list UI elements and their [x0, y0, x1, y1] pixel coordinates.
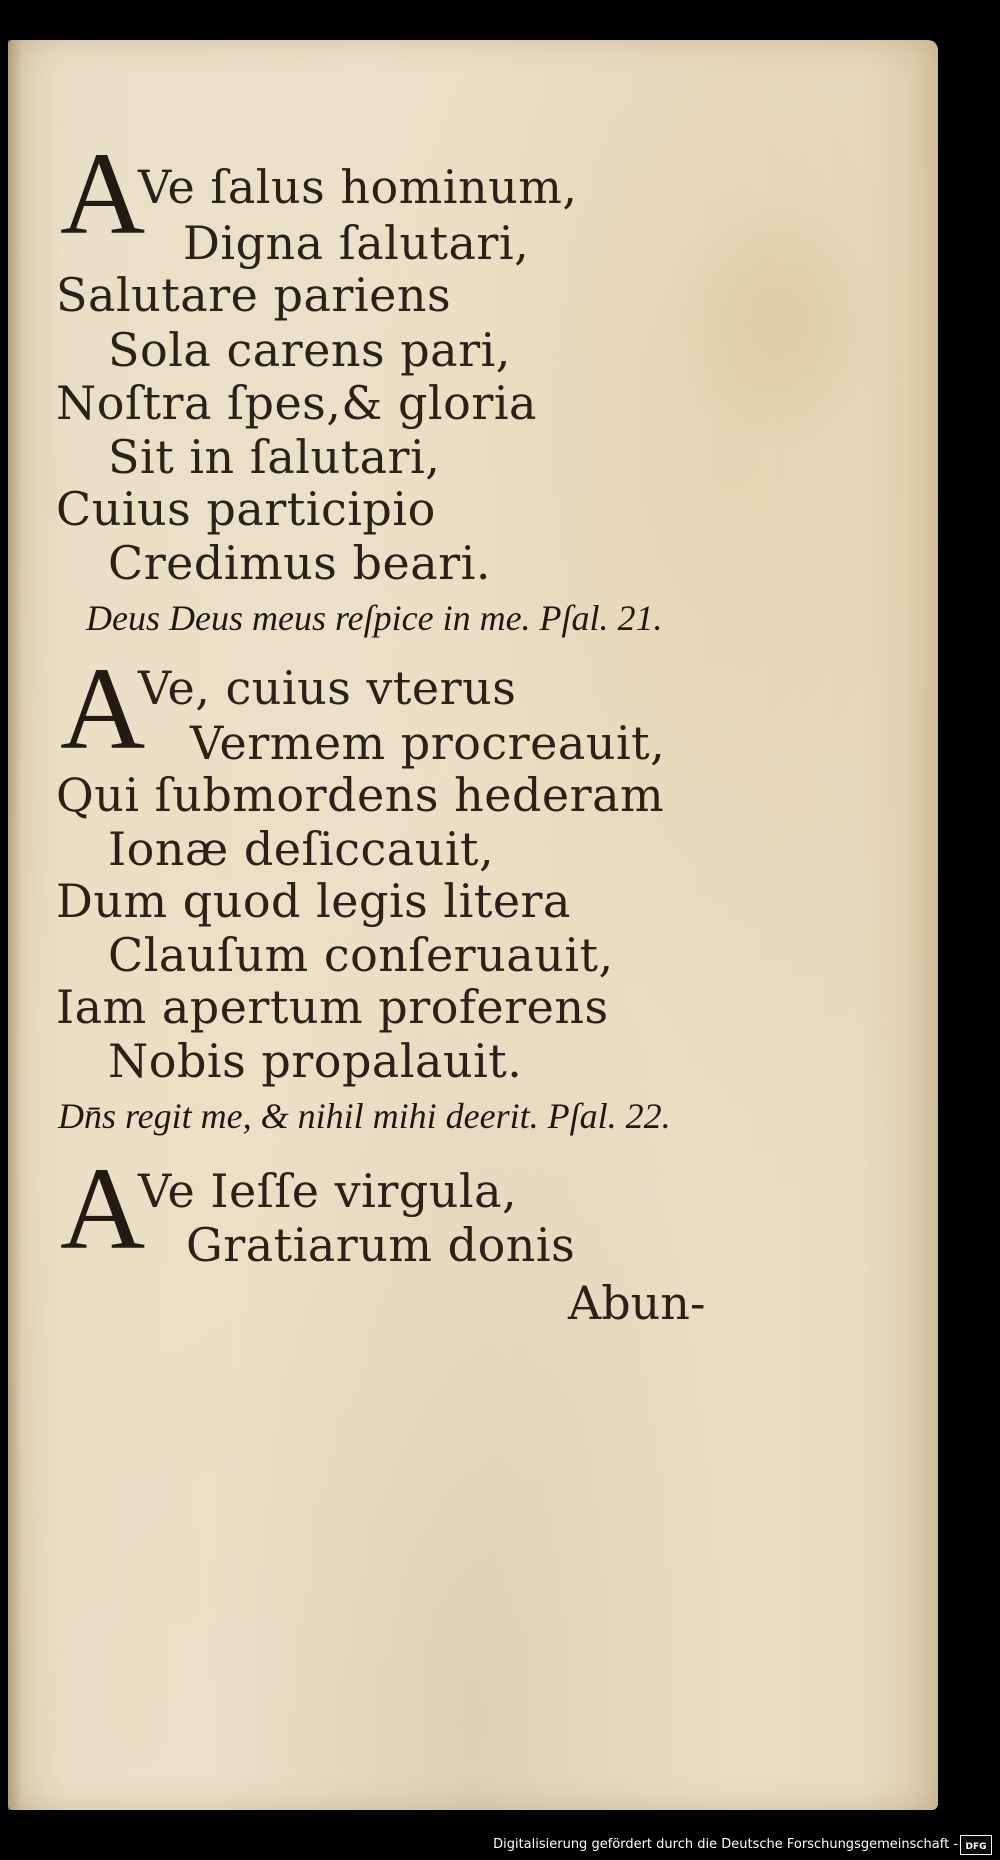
drop-cap-1: A — [60, 128, 146, 259]
catchword: Abun- — [568, 1276, 706, 1330]
drop-cap-3: A — [60, 1143, 146, 1274]
verse-line: Sit in ſalutari, — [108, 430, 441, 484]
verse-line: Clauſum conſeruauit, — [108, 928, 614, 982]
verse-line: Credimus beari. — [108, 536, 491, 590]
verse-line: Iam apertum proferens — [56, 980, 609, 1034]
verse-line: Sola carens pari, — [108, 323, 511, 377]
verse-line: Qui ſubmordens hederam — [56, 768, 665, 822]
dfg-logo — [960, 1835, 992, 1855]
page-text — [8, 40, 938, 1810]
verse-line: Vermem procreauit, — [190, 716, 666, 770]
verse-line: Ve Ieſſe virgula, — [138, 1164, 518, 1218]
verse-line: Noſtra ſpes,& gloria — [56, 376, 537, 430]
verse-line: Ionæ deſiccauit, — [108, 822, 495, 876]
verse-line: Nobis propalauit. — [108, 1034, 523, 1088]
drop-cap-2: A — [60, 643, 146, 774]
psalm-reference: Dn̄s regit me, & nihil mihi deerit. Pſal. 22. — [58, 1096, 671, 1136]
funding-credit: Digitalisierung gefördert durch die Deutsche Forschungsgemeinschaft - — [493, 1837, 958, 1852]
verse-line: Salutare pariens — [56, 268, 452, 322]
verse-line: Ve ſalus hominum, — [138, 160, 578, 214]
psalm-reference: Deus Deus meus reſpice in me. Pſal. 21. — [86, 598, 663, 638]
verse-line: Ve, cuius vterus — [138, 661, 517, 715]
verse-line: Gratiarum donis — [186, 1218, 576, 1272]
verse-line: Cuius participio — [56, 482, 436, 536]
verse-line: Dum quod legis litera — [56, 874, 571, 928]
verse-line: Digna ſalutari, — [183, 216, 530, 270]
svg-text:DFG: DFG — [965, 1842, 987, 1852]
book-page — [8, 40, 938, 1810]
